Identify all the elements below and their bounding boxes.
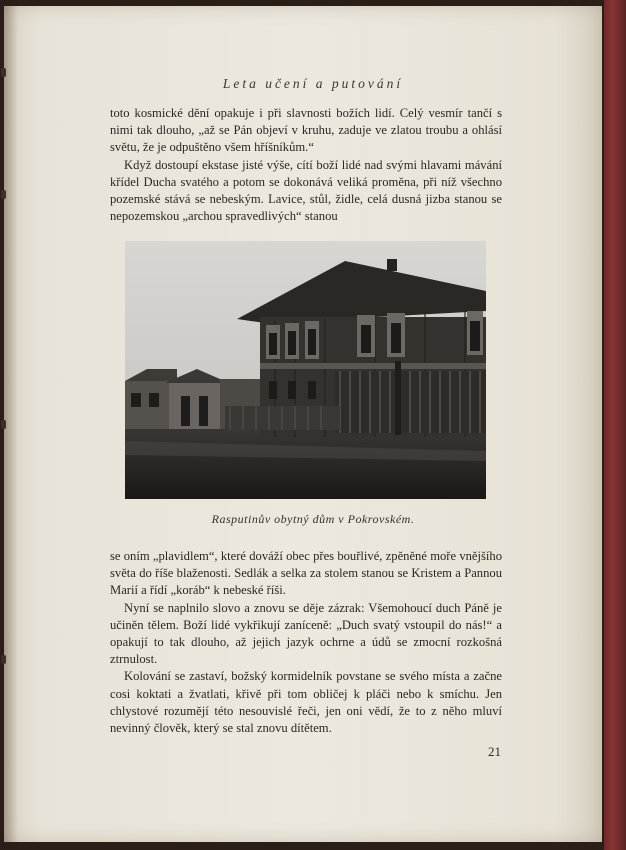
paragraph: Nyní se naplnilo slovo a znovu se děje zázrak: Všemohoucí duch Páně je učiněn tělem. Boží lidé vykřikují zaníceně: „Duch svatý vstoupil do nás!“ a opakují to tak dlouho, až jejich jazyk ochrne a údů se zmocní rozkošná ztrnulost. bbox=[110, 600, 502, 667]
paragraph: Kolování se zastaví, božský kormidelník povstane se svého místa a začne cosi koktati a žvatlati, křivě při tom obličej k pláči nebo k smíchu. Jen chlystové rozumějí této nesouvislé řeči, jen oni vědí, že to z něho mluví nevinný člověk, který se stal znovu dítětem. bbox=[110, 669, 502, 736]
running-head: Leta učení a putování bbox=[222, 76, 404, 91]
paragraph: Když dostoupí ekstase jisté výše, cítí boží lidé nad svými hlavami mávání křídel Ducha svatého a potom se dokonává veliká proměna, při níž všechno pozemské stává se nebeským. Lavice, stůl, židle, celá dusná jizba stanou se nepozemskou „archou spravedlivých“ stanou bbox=[110, 157, 502, 224]
binding-mark bbox=[1, 190, 6, 199]
paragraph: se oním „plavidlem“, které dováží obec přes bouřlivé, zpěněné moře vnějšího světa do říše blaženosti. Sedlák a selka za stolem stanou se Kristem a Pannou Marií a řídí „koráb“ k nebeské říši. bbox=[110, 549, 502, 598]
spine-shadow bbox=[4, 6, 18, 842]
house-photo bbox=[125, 241, 486, 499]
binding-mark bbox=[1, 420, 6, 429]
page-number: 21 bbox=[488, 744, 501, 759]
paragraph: toto kosmické dění opakuje i při slavnosti božích lidí. Celý vesmír tančí s nimi tak dlouho, „až se Pán objeví v kruhu, zaduje ve zlatou troubu a ohlásí světu, že je odpuštěno všem hříšníkům.“ bbox=[110, 106, 502, 155]
binding-mark bbox=[1, 655, 6, 664]
text-block-bottom bbox=[110, 548, 502, 737]
text-block-top bbox=[110, 105, 502, 225]
photo-caption: Rasputinův obytný dům v Pokrovském. bbox=[211, 512, 415, 526]
book-cover-edge bbox=[604, 0, 626, 850]
house-photo-image bbox=[125, 241, 486, 499]
